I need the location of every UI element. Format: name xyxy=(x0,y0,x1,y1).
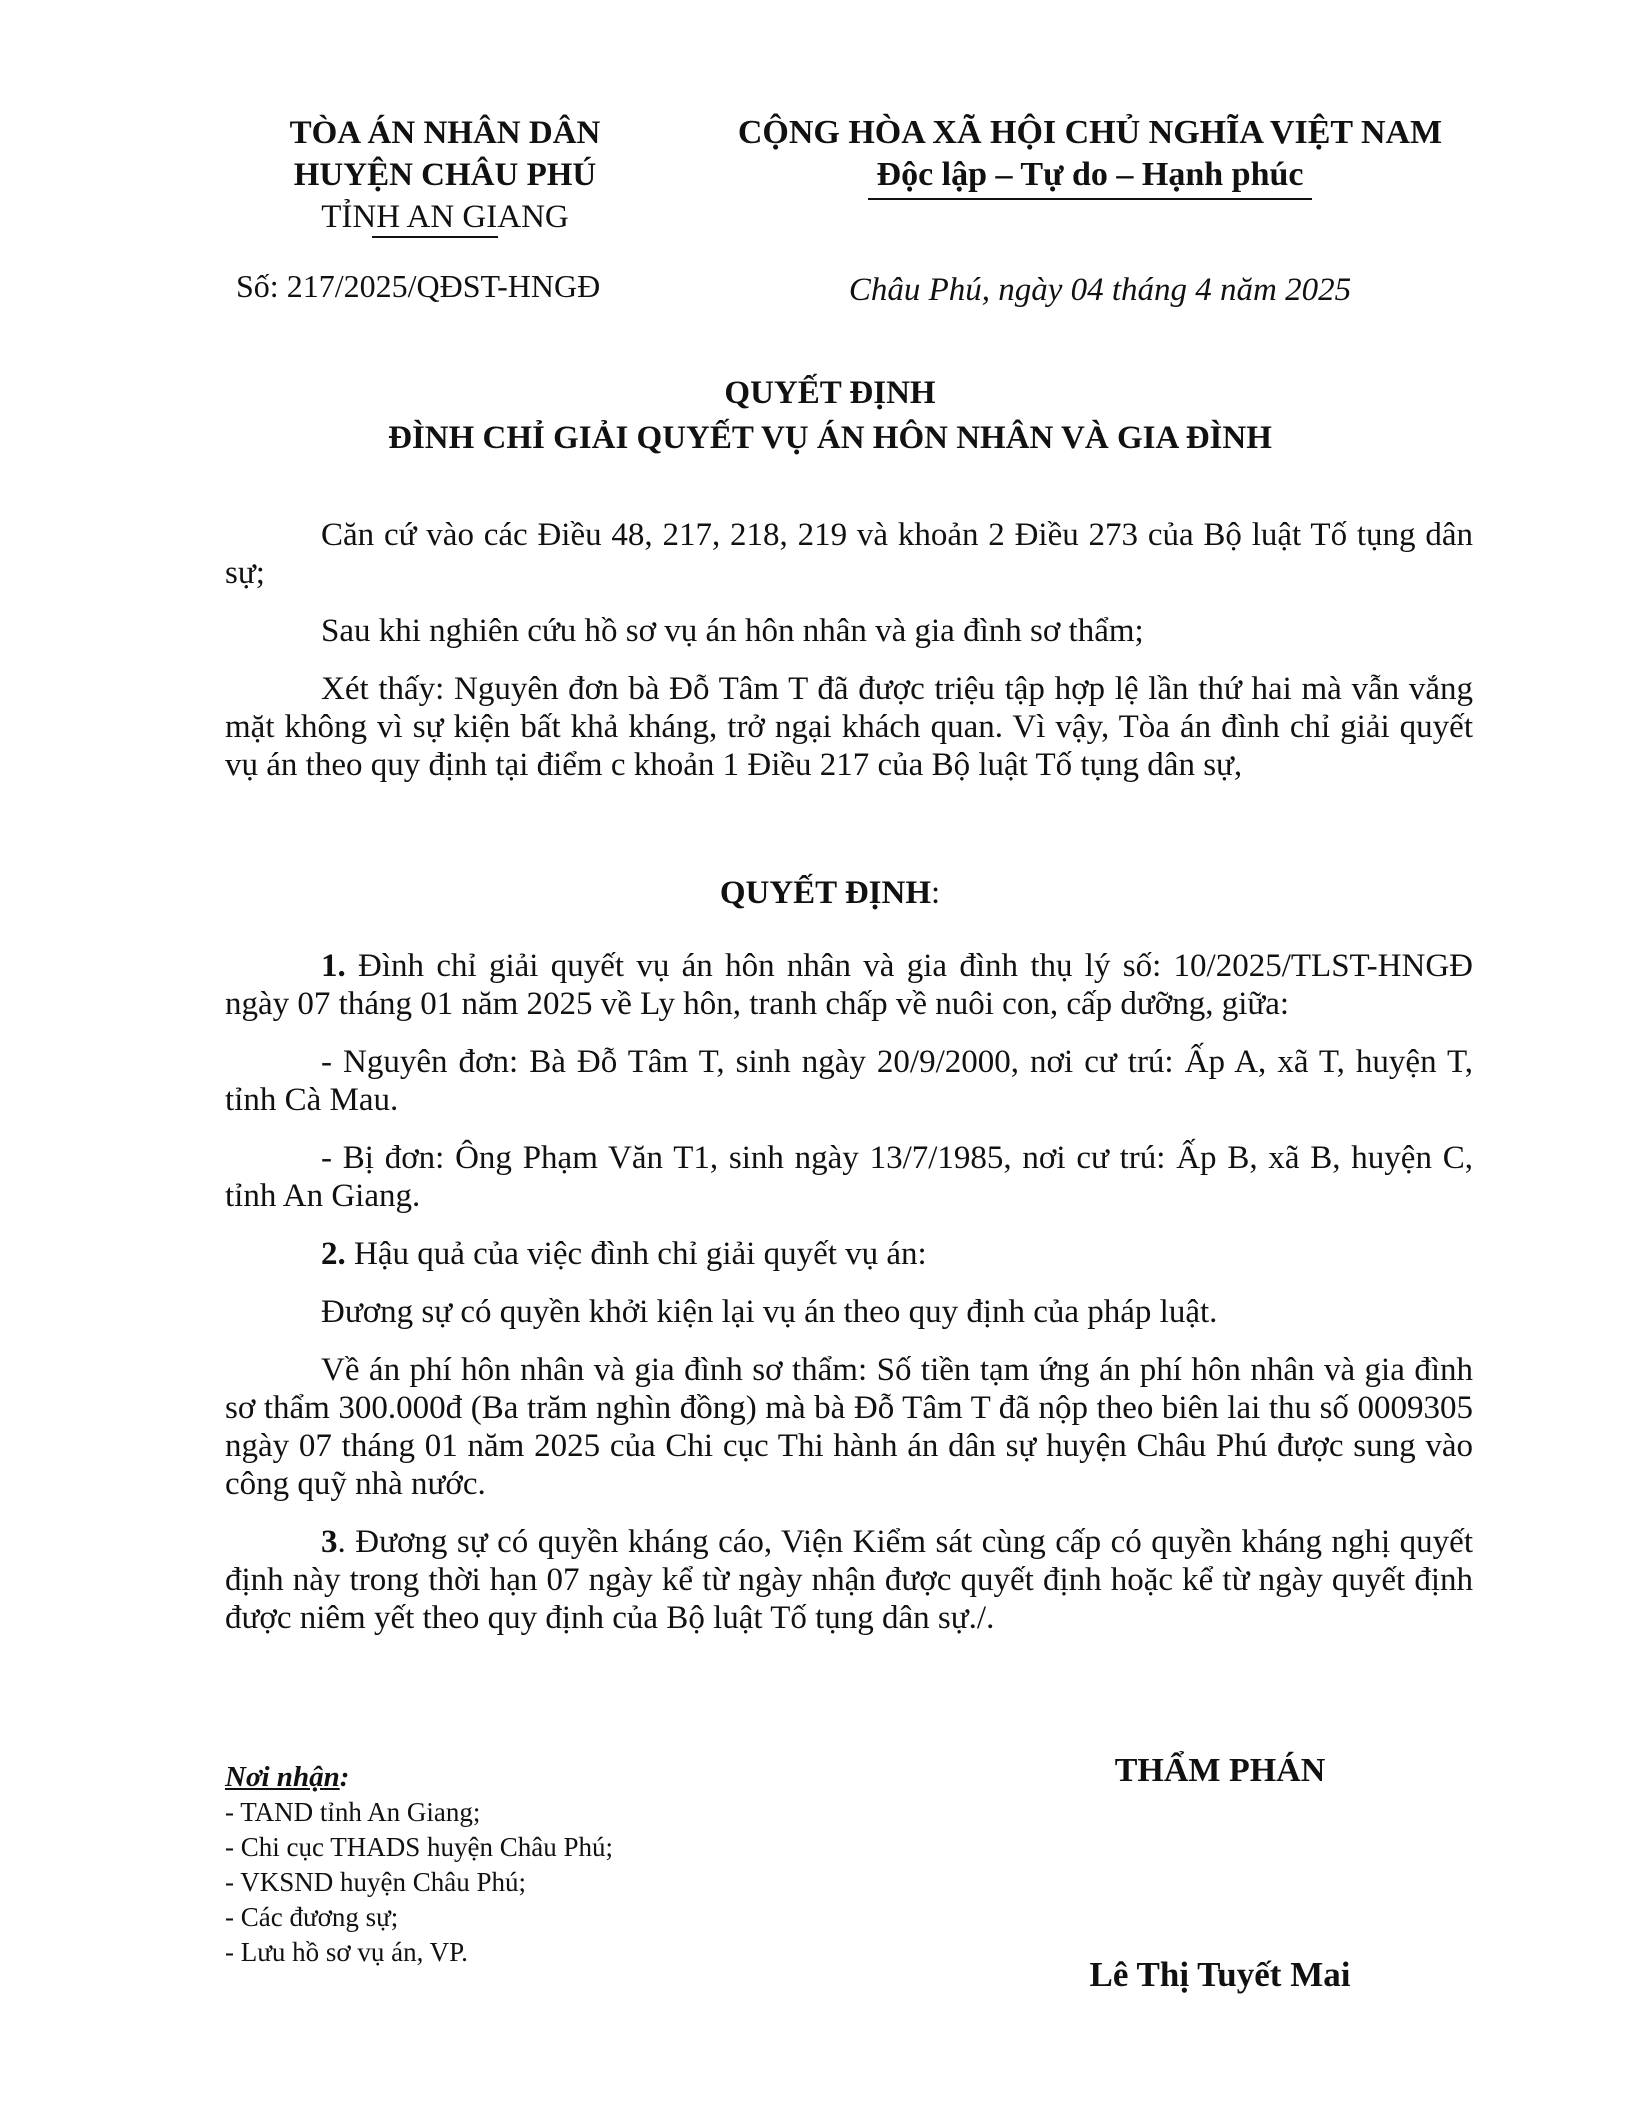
decision-body xyxy=(225,947,1473,1657)
party-plaintiff: - Nguyên đơn: Bà Đỗ Tâm T, sinh ngày 20/9/2000, nơi cư trú: Ấp A, xã T, huyện T, tỉnh Cà Mau. xyxy=(225,1044,1473,1118)
national-motto: Độc lập – Tự do – Hạnh phúc xyxy=(876,156,1304,193)
court-district: HUYỆN CHÂU PHÚ xyxy=(293,157,597,193)
national-header-rule xyxy=(868,198,1312,200)
item-1-text: Đình chỉ giải quyết vụ án hôn nhân và gia đình thụ lý số: 10/2025/TLST-HNGĐ ngày 07 tháng 01 năm 2025 về Ly hôn, tranh chấp về nuôi con, cấp dưỡng, giữa: xyxy=(225,948,1473,1022)
court-header xyxy=(225,112,665,238)
preamble xyxy=(225,516,1473,804)
court-name: TÒA ÁN NHÂN DÂN xyxy=(289,115,601,151)
recipient-item: - Các đương sự; xyxy=(225,1902,399,1932)
national-header xyxy=(700,112,1480,196)
preamble-legal-basis: Căn cứ vào các Điều 48, 217, 218, 219 và khoản 2 Điều 273 của Bộ luật Tố tụng dân sự; xyxy=(225,517,1473,591)
document-number: Số: 217/2025/QĐST-HNGĐ xyxy=(236,268,601,304)
judge-title: THẨM PHÁN xyxy=(1114,1752,1326,1789)
item-2-number: 2. xyxy=(321,1236,346,1272)
signer-name: Lê Thị Tuyết Mai xyxy=(1089,1955,1351,1994)
decision-heading: QUYẾT ĐỊNH: xyxy=(719,875,941,911)
document-subtitle: ĐÌNH CHỈ GIẢI QUYẾT VỤ ÁN HÔN NHÂN VÀ GIA ĐÌNH xyxy=(388,420,1272,456)
item-2-text: Hậu quả của việc đình chỉ giải quyết vụ án: xyxy=(345,1236,927,1272)
recipients-heading: Nơi nhận: xyxy=(225,1761,350,1793)
item-3-number: 3 xyxy=(321,1524,338,1560)
preamble-review: Sau khi nghiên cứu hồ sơ vụ án hôn nhân và gia đình sơ thẩm; xyxy=(321,613,1144,649)
court-header-rule xyxy=(372,236,498,238)
recipient-item: - Lưu hồ sơ vụ án, VP. xyxy=(225,1937,468,1967)
court-fee-text: Về án phí hôn nhân và gia đình sơ thẩm: Số tiền tạm ứng án phí hôn nhân và gia đình sơ thẩm 300.000đ (Ba trăm nghìn đồng) mà bà Đỗ Tâm T đã nộp theo biên lai thu số 0009305 ngày 07 tháng 01 năm 2025 của Chi cục Thi hành án dân sự huyện Châu Phú được sung vào công quỹ nhà nước. xyxy=(225,1352,1473,1502)
decision-item-1 xyxy=(225,947,1473,1023)
consequence-text: Đương sự có quyền khởi kiện lại vụ án theo quy định của pháp luật. xyxy=(321,1294,1218,1330)
document-date: Châu Phú, ngày 04 tháng 4 năm 2025 xyxy=(848,272,1352,308)
item-3-text: . Đương sự có quyền kháng cáo, Viện Kiểm sát cùng cấp có quyền kháng nghị quyết định này trong thời hạn 07 ngày kể từ ngày nhận được quyết định hoặc kể từ ngày quyết định được niêm yết theo quy định của Bộ luật Tố tụng dân sự./. xyxy=(225,1524,1473,1636)
decision-item-2 xyxy=(225,1235,1473,1273)
recipients-list xyxy=(225,1795,613,1970)
preamble-finding: Xét thấy: Nguyên đơn bà Đỗ Tâm T đã được triệu tập hợp lệ lần thứ hai mà vẫn vắng mặt không vì sự kiện bất khả kháng, trở ngại khách quan. Vì vậy, Tòa án đình chỉ giải quyết vụ án theo quy định tại điểm c khoản 1 Điều 217 của Bộ luật Tố tụng dân sự, xyxy=(225,671,1473,783)
document-title: QUYẾT ĐỊNH xyxy=(724,375,936,411)
recipient-item: - VKSND huyện Châu Phú; xyxy=(225,1867,527,1897)
national-title: CỘNG HÒA XÃ HỘI CHỦ NGHĨA VIỆT NAM xyxy=(737,114,1443,151)
recipient-item: - Chi cục THADS huyện Châu Phú; xyxy=(225,1832,613,1862)
recipients-block xyxy=(225,1760,613,1970)
item-1-number: 1. xyxy=(321,948,346,984)
court-province: TỈNH AN GIANG xyxy=(321,199,569,235)
party-defendant: - Bị đơn: Ông Phạm Văn T1, sinh ngày 13/7/1985, nơi cư trú: Ấp B, xã B, huyện C, tỉnh An Giang. xyxy=(225,1140,1473,1214)
decision-item-3 xyxy=(225,1523,1473,1637)
recipient-item: - TAND tỉnh An Giang; xyxy=(225,1797,481,1827)
